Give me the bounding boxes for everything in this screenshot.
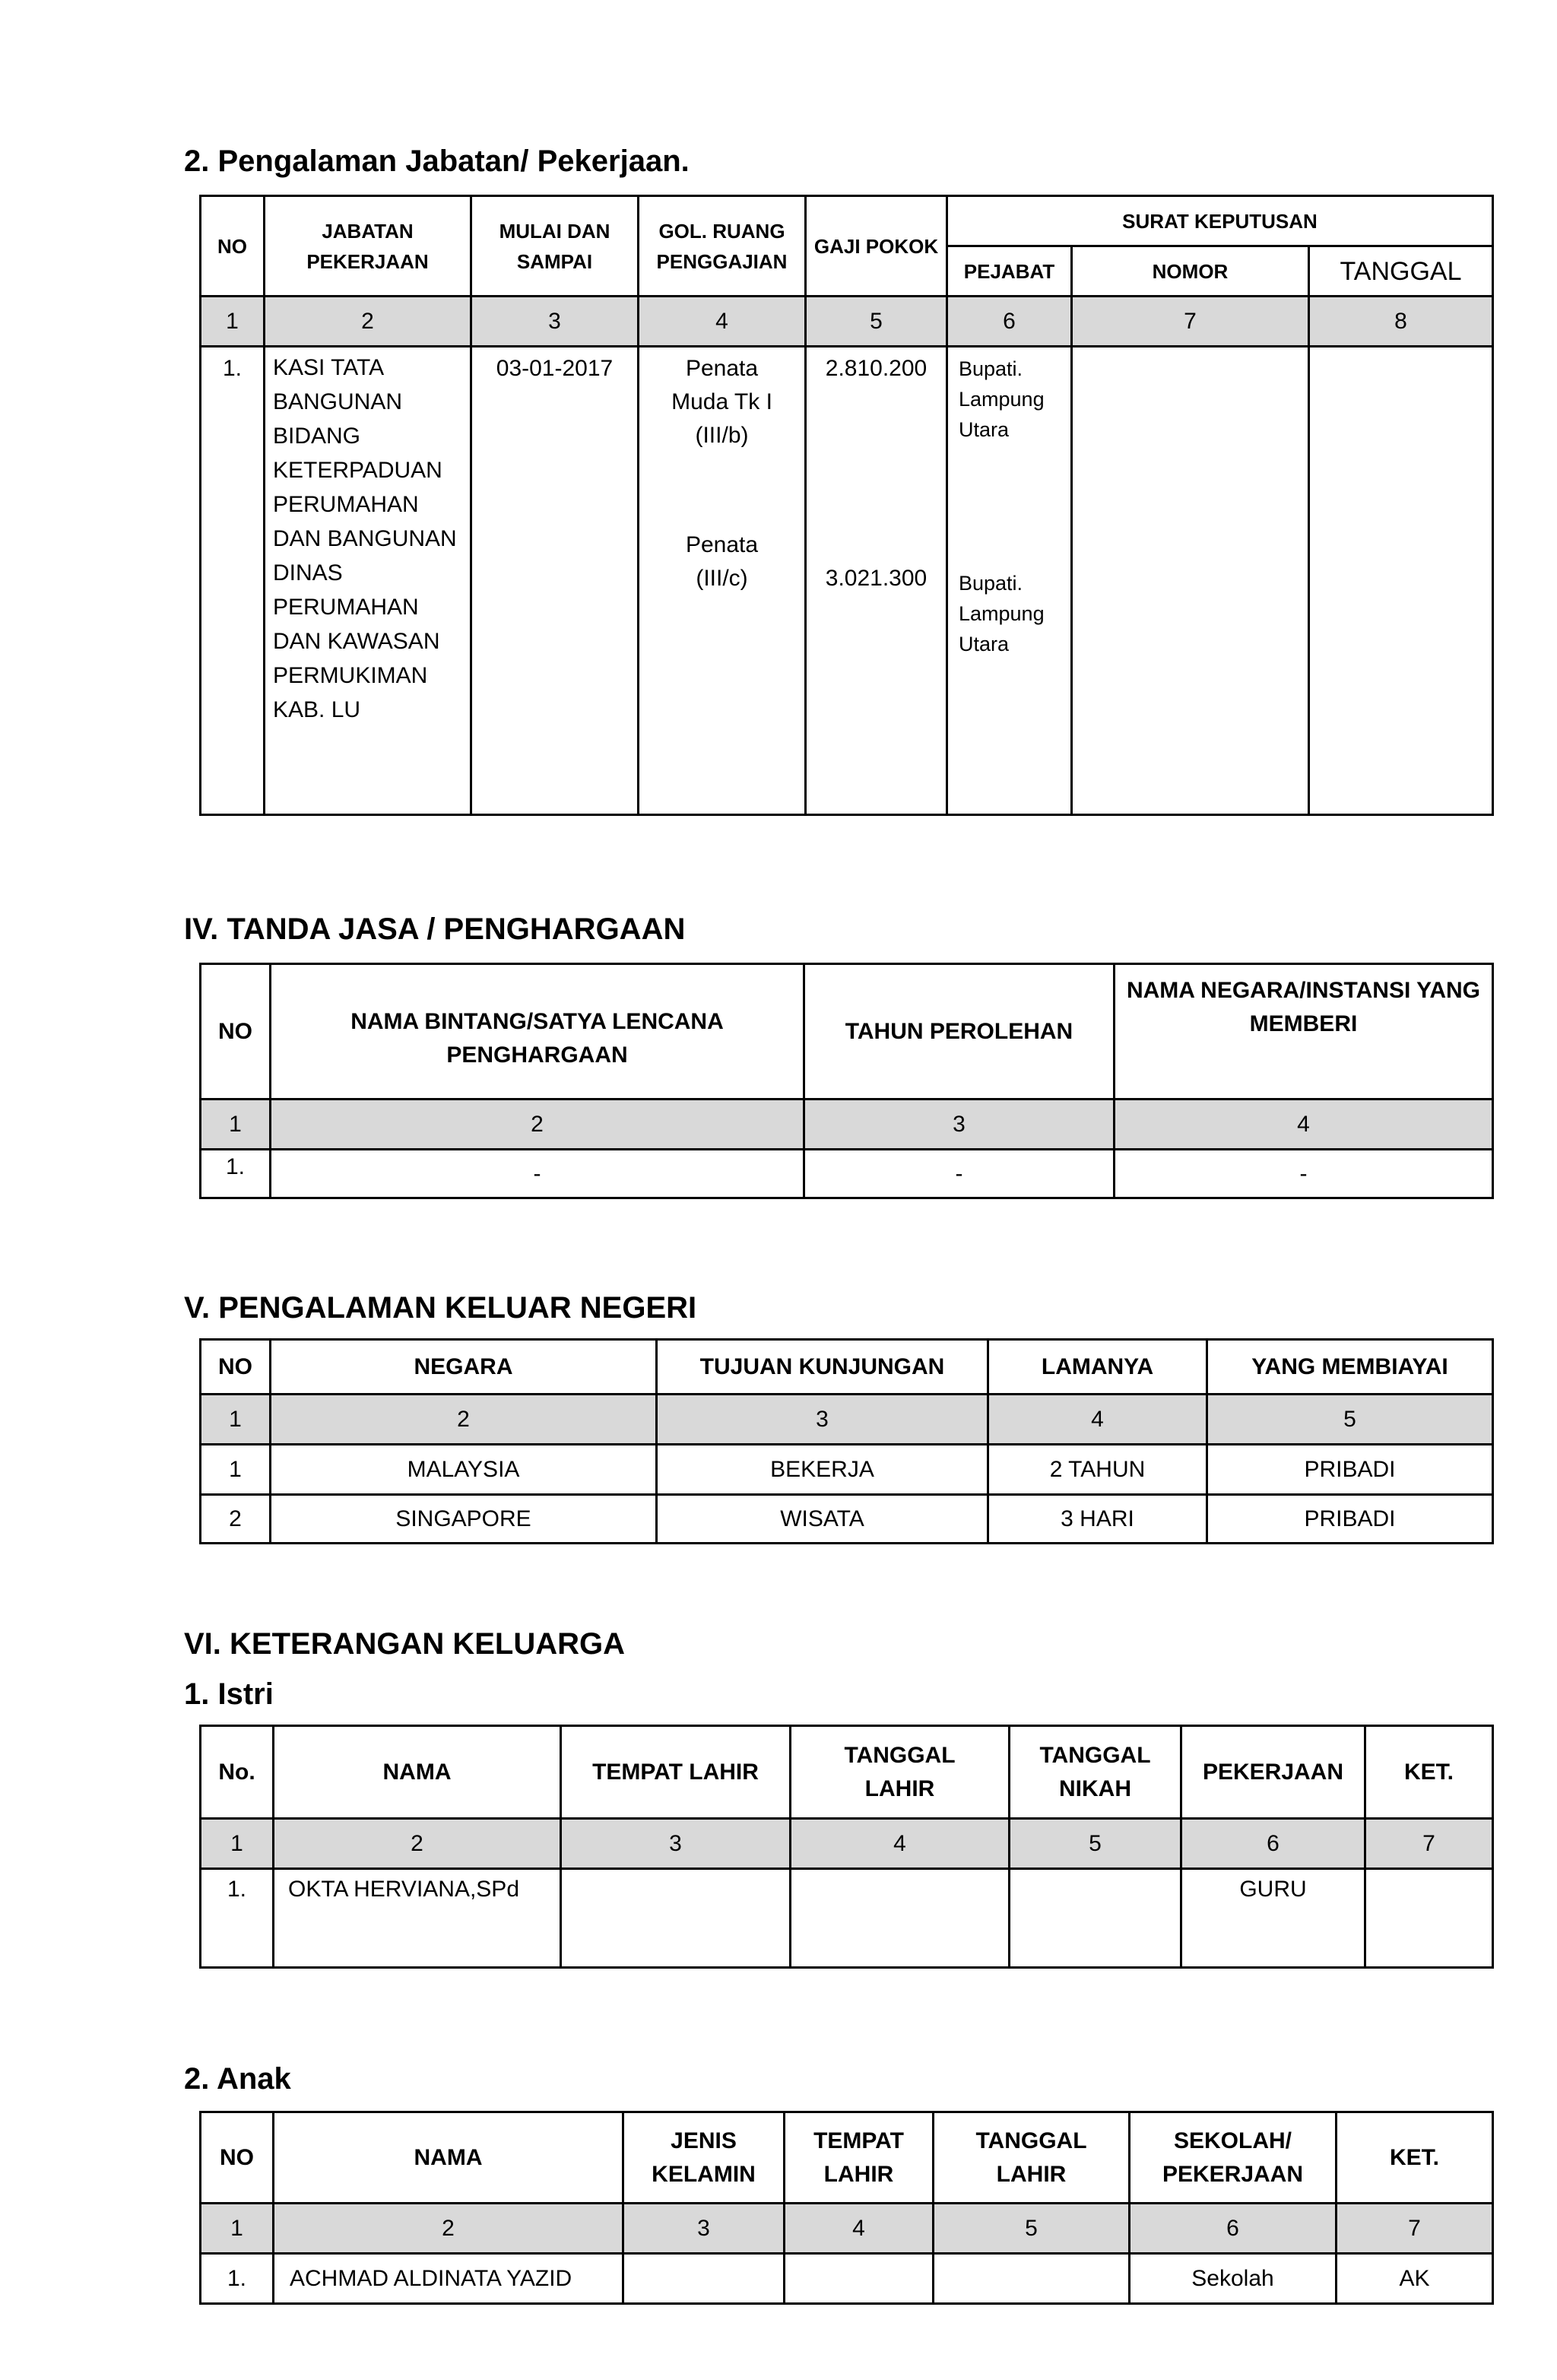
cell-tanggal: [1309, 347, 1493, 815]
column-number-row: [201, 1395, 1493, 1445]
cell-negara: SINGAPORE: [271, 1495, 657, 1544]
column-number-row: [201, 1100, 1493, 1150]
header-surat-keputusan: SURAT KEPUTUSAN: [947, 196, 1493, 246]
col-num: 4: [639, 297, 806, 347]
pejabat-1: Bupati. Lampung Utara: [959, 357, 1045, 441]
col-num: 2: [274, 2204, 623, 2254]
keluar-negeri-table: [199, 1338, 1494, 1544]
header-nama: NAMA: [274, 1726, 561, 1819]
col-num: 8: [1309, 297, 1493, 347]
col-num: 5: [806, 297, 947, 347]
col-num: 6: [1181, 1819, 1365, 1869]
cell-ket: [1365, 1869, 1493, 1968]
cell-membiayai: PRIBADI: [1207, 1445, 1493, 1495]
col-num: 1: [201, 1100, 271, 1150]
cell-tanggal-lahir: [934, 2254, 1130, 2304]
cell-negara: -: [1115, 1150, 1493, 1198]
col-num: 2: [274, 1819, 561, 1869]
col-num: 4: [988, 1395, 1207, 1445]
cell-pekerjaan: GURU: [1181, 1869, 1365, 1968]
cell-jenis-kelamin: [623, 2254, 785, 2304]
header-ket: KET.: [1337, 2112, 1493, 2204]
header-sekolah-pekerjaan: SEKOLAH/ PEKERJAAN: [1130, 2112, 1337, 2204]
col-num: 7: [1337, 2204, 1493, 2254]
gol-ruang-2: Penata (III/c): [685, 532, 759, 591]
cell-tempat-lahir: [785, 2254, 934, 2304]
table-row: [201, 1445, 1493, 1495]
header-no: NO: [201, 1340, 271, 1395]
header-tujuan: TUJUAN KUNJUNGAN: [657, 1340, 988, 1395]
header-no: No.: [201, 1726, 274, 1819]
col-num: 6: [947, 297, 1072, 347]
header-jenis-kelamin: JENIS KELAMIN: [623, 2112, 785, 2204]
cell-nama: ACHMAD ALDINATA YAZID: [274, 2254, 623, 2304]
header-mulai: MULAI DAN SAMPAI: [471, 196, 639, 297]
cell-lamanya: 2 TAHUN: [988, 1445, 1207, 1495]
pejabat-2: Bupati. Lampung Utara: [959, 572, 1045, 655]
col-num: 1: [201, 1395, 271, 1445]
col-num: 5: [1010, 1819, 1181, 1869]
pengalaman-jabatan-table: [199, 195, 1494, 816]
cell-tempat-lahir: [561, 1869, 791, 1968]
col-num: 1: [201, 1819, 274, 1869]
cell-no: 1.: [201, 1869, 274, 1968]
header-nama-negara: NAMA NEGARA/INSTANSI YANG MEMBERI: [1115, 964, 1493, 1100]
cell-jabatan: KASI TATA BANGUNAN BIDANG KETERPADUAN PERUMAHAN DAN BANGUNAN DINAS PERUMAHAN DAN KAWASAN PERMUKIMAN KAB. LU: [265, 347, 471, 815]
header-tempat-lahir: TEMPAT LAHIR: [785, 2112, 934, 2204]
cell-gol-ruang: [639, 347, 806, 815]
col-num: 3: [471, 297, 639, 347]
header-gaji-pokok: GAJI POKOK: [806, 196, 947, 297]
col-num: 5: [1207, 1395, 1493, 1445]
table-row: [201, 347, 1493, 815]
cell-nomor: [1072, 347, 1309, 815]
header-negara: NEGARA: [271, 1340, 657, 1395]
subheading-istri: 1. Istri: [184, 1677, 274, 1711]
header-no: NO: [201, 2112, 274, 2204]
gaji-pokok-1: 2.810.200: [825, 356, 928, 381]
column-number-row: [201, 1819, 1493, 1869]
istri-table: [199, 1725, 1494, 1969]
cell-no: 1.: [201, 2254, 274, 2304]
gol-ruang-1: Penata Muda Tk I (III/b): [671, 356, 772, 448]
table-row: [201, 1495, 1493, 1544]
subheading-anak: 2. Anak: [184, 2062, 291, 2096]
col-num: 7: [1365, 1819, 1493, 1869]
cell-no: 1.: [201, 1150, 271, 1198]
col-num: 3: [657, 1395, 988, 1445]
cell-membiayai: PRIBADI: [1207, 1495, 1493, 1544]
table-row: [201, 1869, 1493, 1968]
cell-tanggal-lahir: [791, 1869, 1010, 1968]
col-num: 4: [791, 1819, 1010, 1869]
gaji-pokok-2: 3.021.300: [825, 566, 928, 591]
col-num: 2: [271, 1100, 804, 1150]
col-num: 3: [561, 1819, 791, 1869]
header-tanggal-nikah: TANGGAL NIKAH: [1010, 1726, 1181, 1819]
cell-tujuan: BEKERJA: [657, 1445, 988, 1495]
col-num: 4: [1115, 1100, 1493, 1150]
header-nama: NAMA: [274, 2112, 623, 2204]
cell-nama: -: [271, 1150, 804, 1198]
cell-no: 1: [201, 1445, 271, 1495]
tanda-jasa-table: [199, 963, 1494, 1199]
header-tanggal-lahir: TANGGAL LAHIR: [934, 2112, 1130, 2204]
col-num: 7: [1072, 297, 1309, 347]
header-jabatan: JABATAN PEKERJAAN: [265, 196, 471, 297]
cell-tanggal-nikah: [1010, 1869, 1181, 1968]
section-heading-keterangan-keluarga: VI. KETERANGAN KELUARGA: [184, 1627, 626, 1661]
col-num: 1: [201, 297, 265, 347]
col-num: 5: [934, 2204, 1130, 2254]
cell-tahun: -: [804, 1150, 1115, 1198]
column-number-row: [201, 297, 1493, 347]
header-gol-ruang: GOL. RUANG PENGGAJIAN: [639, 196, 806, 297]
col-num: 2: [265, 297, 471, 347]
anak-table: [199, 2111, 1494, 2305]
col-num: 3: [623, 2204, 785, 2254]
col-num: 4: [785, 2204, 934, 2254]
header-lamanya: LAMANYA: [988, 1340, 1207, 1395]
cell-no: 2: [201, 1495, 271, 1544]
header-no: NO: [201, 964, 271, 1100]
table-row: [201, 1150, 1493, 1198]
header-nama-bintang: NAMA BINTANG/SATYA LENCANA PENGHARGAAN: [271, 964, 804, 1100]
cell-no: 1.: [201, 347, 265, 815]
header-tahun: TAHUN PEROLEHAN: [804, 964, 1115, 1100]
header-nomor: NOMOR: [1072, 246, 1309, 297]
col-num: 3: [804, 1100, 1115, 1150]
header-pekerjaan: PEKERJAAN: [1181, 1726, 1365, 1819]
cell-ket: AK: [1337, 2254, 1493, 2304]
header-pejabat: PEJABAT: [947, 246, 1072, 297]
header-tempat-lahir: TEMPAT LAHIR: [561, 1726, 791, 1819]
section-heading-pengalaman-jabatan: 2. Pengalaman Jabatan/ Pekerjaan.: [184, 144, 690, 178]
header-ket: KET.: [1365, 1726, 1493, 1819]
cell-mulai: 03-01-2017: [471, 347, 639, 815]
header-tanggal: TANGGAL: [1309, 246, 1493, 297]
cell-nama: OKTA HERVIANA,SPd: [274, 1869, 561, 1968]
header-yang-membiayai: YANG MEMBIAYAI: [1207, 1340, 1493, 1395]
section-heading-keluar-negeri: V. PENGALAMAN KELUAR NEGERI: [184, 1291, 697, 1325]
cell-pejabat: [947, 347, 1072, 815]
table-row: [201, 2254, 1493, 2304]
col-num: 6: [1130, 2204, 1337, 2254]
cell-gaji-pokok: [806, 347, 947, 815]
cell-negara: MALAYSIA: [271, 1445, 657, 1495]
col-num: 2: [271, 1395, 657, 1445]
cell-sekolah-pekerjaan: Sekolah: [1130, 2254, 1337, 2304]
header-tanggal-lahir: TANGGAL LAHIR: [791, 1726, 1010, 1819]
section-heading-tanda-jasa: IV. TANDA JASA / PENGHARGAAN: [184, 912, 686, 946]
header-no: NO: [201, 196, 265, 297]
col-num: 1: [201, 2204, 274, 2254]
cell-tujuan: WISATA: [657, 1495, 988, 1544]
column-number-row: [201, 2204, 1493, 2254]
cell-lamanya: 3 HARI: [988, 1495, 1207, 1544]
